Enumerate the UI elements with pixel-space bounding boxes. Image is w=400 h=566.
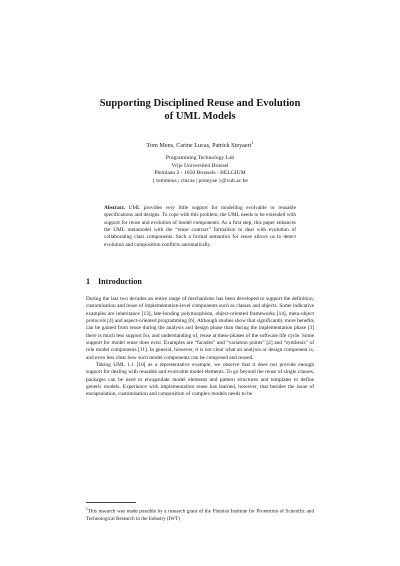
body-paragraph: During the last two decades an entire range of mechanisms has been developed to support the definition, customisation and reuse of implementation-level components such as classes and objects. Some indicative examples are inheritance [13], late-binding polymorphism, object-oriented frameworks [14], meta-object protocols [4] and aspect-oriented programming [6]. Although studies show that significantly more benefits can be gained from reuse during the analysis and design phase than during the implementation phase [3] there is much less support for, and understanding of, reuse at these phases of the software life cycle. Some support for model reuse does exist. Examples are “facades” and “variation points” [2] and “synthesis” of role model components [11]. In general, however, it is not clear what an analysis or design component is, and even less clear how such model components can be composed and reused. — [86, 296, 314, 361]
section-heading — [86, 277, 142, 287]
title-line-2: of UML Models — [164, 111, 236, 122]
title-line-1: Supporting Disciplined Reuse and Evolution — [99, 98, 301, 109]
affiliation-lab: Programming Technology Lab — [165, 155, 235, 161]
footnote-divider — [86, 502, 136, 503]
affiliation-address: Pleinlaan 2 - 1050 Brussels - BELGIUM — [154, 170, 246, 177]
affiliation-block — [60, 155, 340, 185]
section-number: 1 — [86, 277, 91, 286]
abstract-label: Abstract. — [104, 205, 126, 211]
abstract-text: UML provides very little support for modelling evolvable or reusable specifications and designs. To cope with this problem, the UML needs to be extended with support for reuse and evolution of model components. As a first step, this paper enhances the UML metamodel with the “reuse contract” formalism to deal with evolution of collaborating class components. Such a formal semantics for reuse allows us to detect evolution and composition conflicts automatically. — [104, 205, 296, 248]
body-paragraph: Taking UML 1.1 [10] as a representative example, we observe that it does not provide enough support for dealing with reusable and evolvable model elements. To go beyond the reuse of single classes, packages can be used to encapsulate model elements and pattern structures and templates to define generic models. Experience with implementation reuse has learned, however, that besides the issue of encapsulation, customisation and composition of complex models needs to be — [86, 362, 314, 398]
footnote — [86, 506, 314, 523]
footnote-mark: 1 — [86, 507, 88, 511]
author-list — [60, 139, 340, 150]
affiliation-email: { tommens | clucas | prsteyae }@vub.ac.be — [152, 177, 248, 184]
section-body — [86, 296, 314, 399]
footnote-text: This research was made possible by a research grant of the Flemish Institute for Promotion of Scientific and Technological Research in the Industry (IWT) — [86, 508, 314, 522]
abstract — [104, 205, 296, 249]
author-footnote-mark: 1 — [251, 140, 254, 145]
affiliation-university: Vrije Universiteit Brussel — [171, 162, 229, 169]
authors-text: Tom Mens, Carine Lucas, Patrick Steyaert — [146, 142, 252, 150]
paper-title — [60, 97, 340, 123]
section-title: Introduction — [98, 277, 142, 286]
